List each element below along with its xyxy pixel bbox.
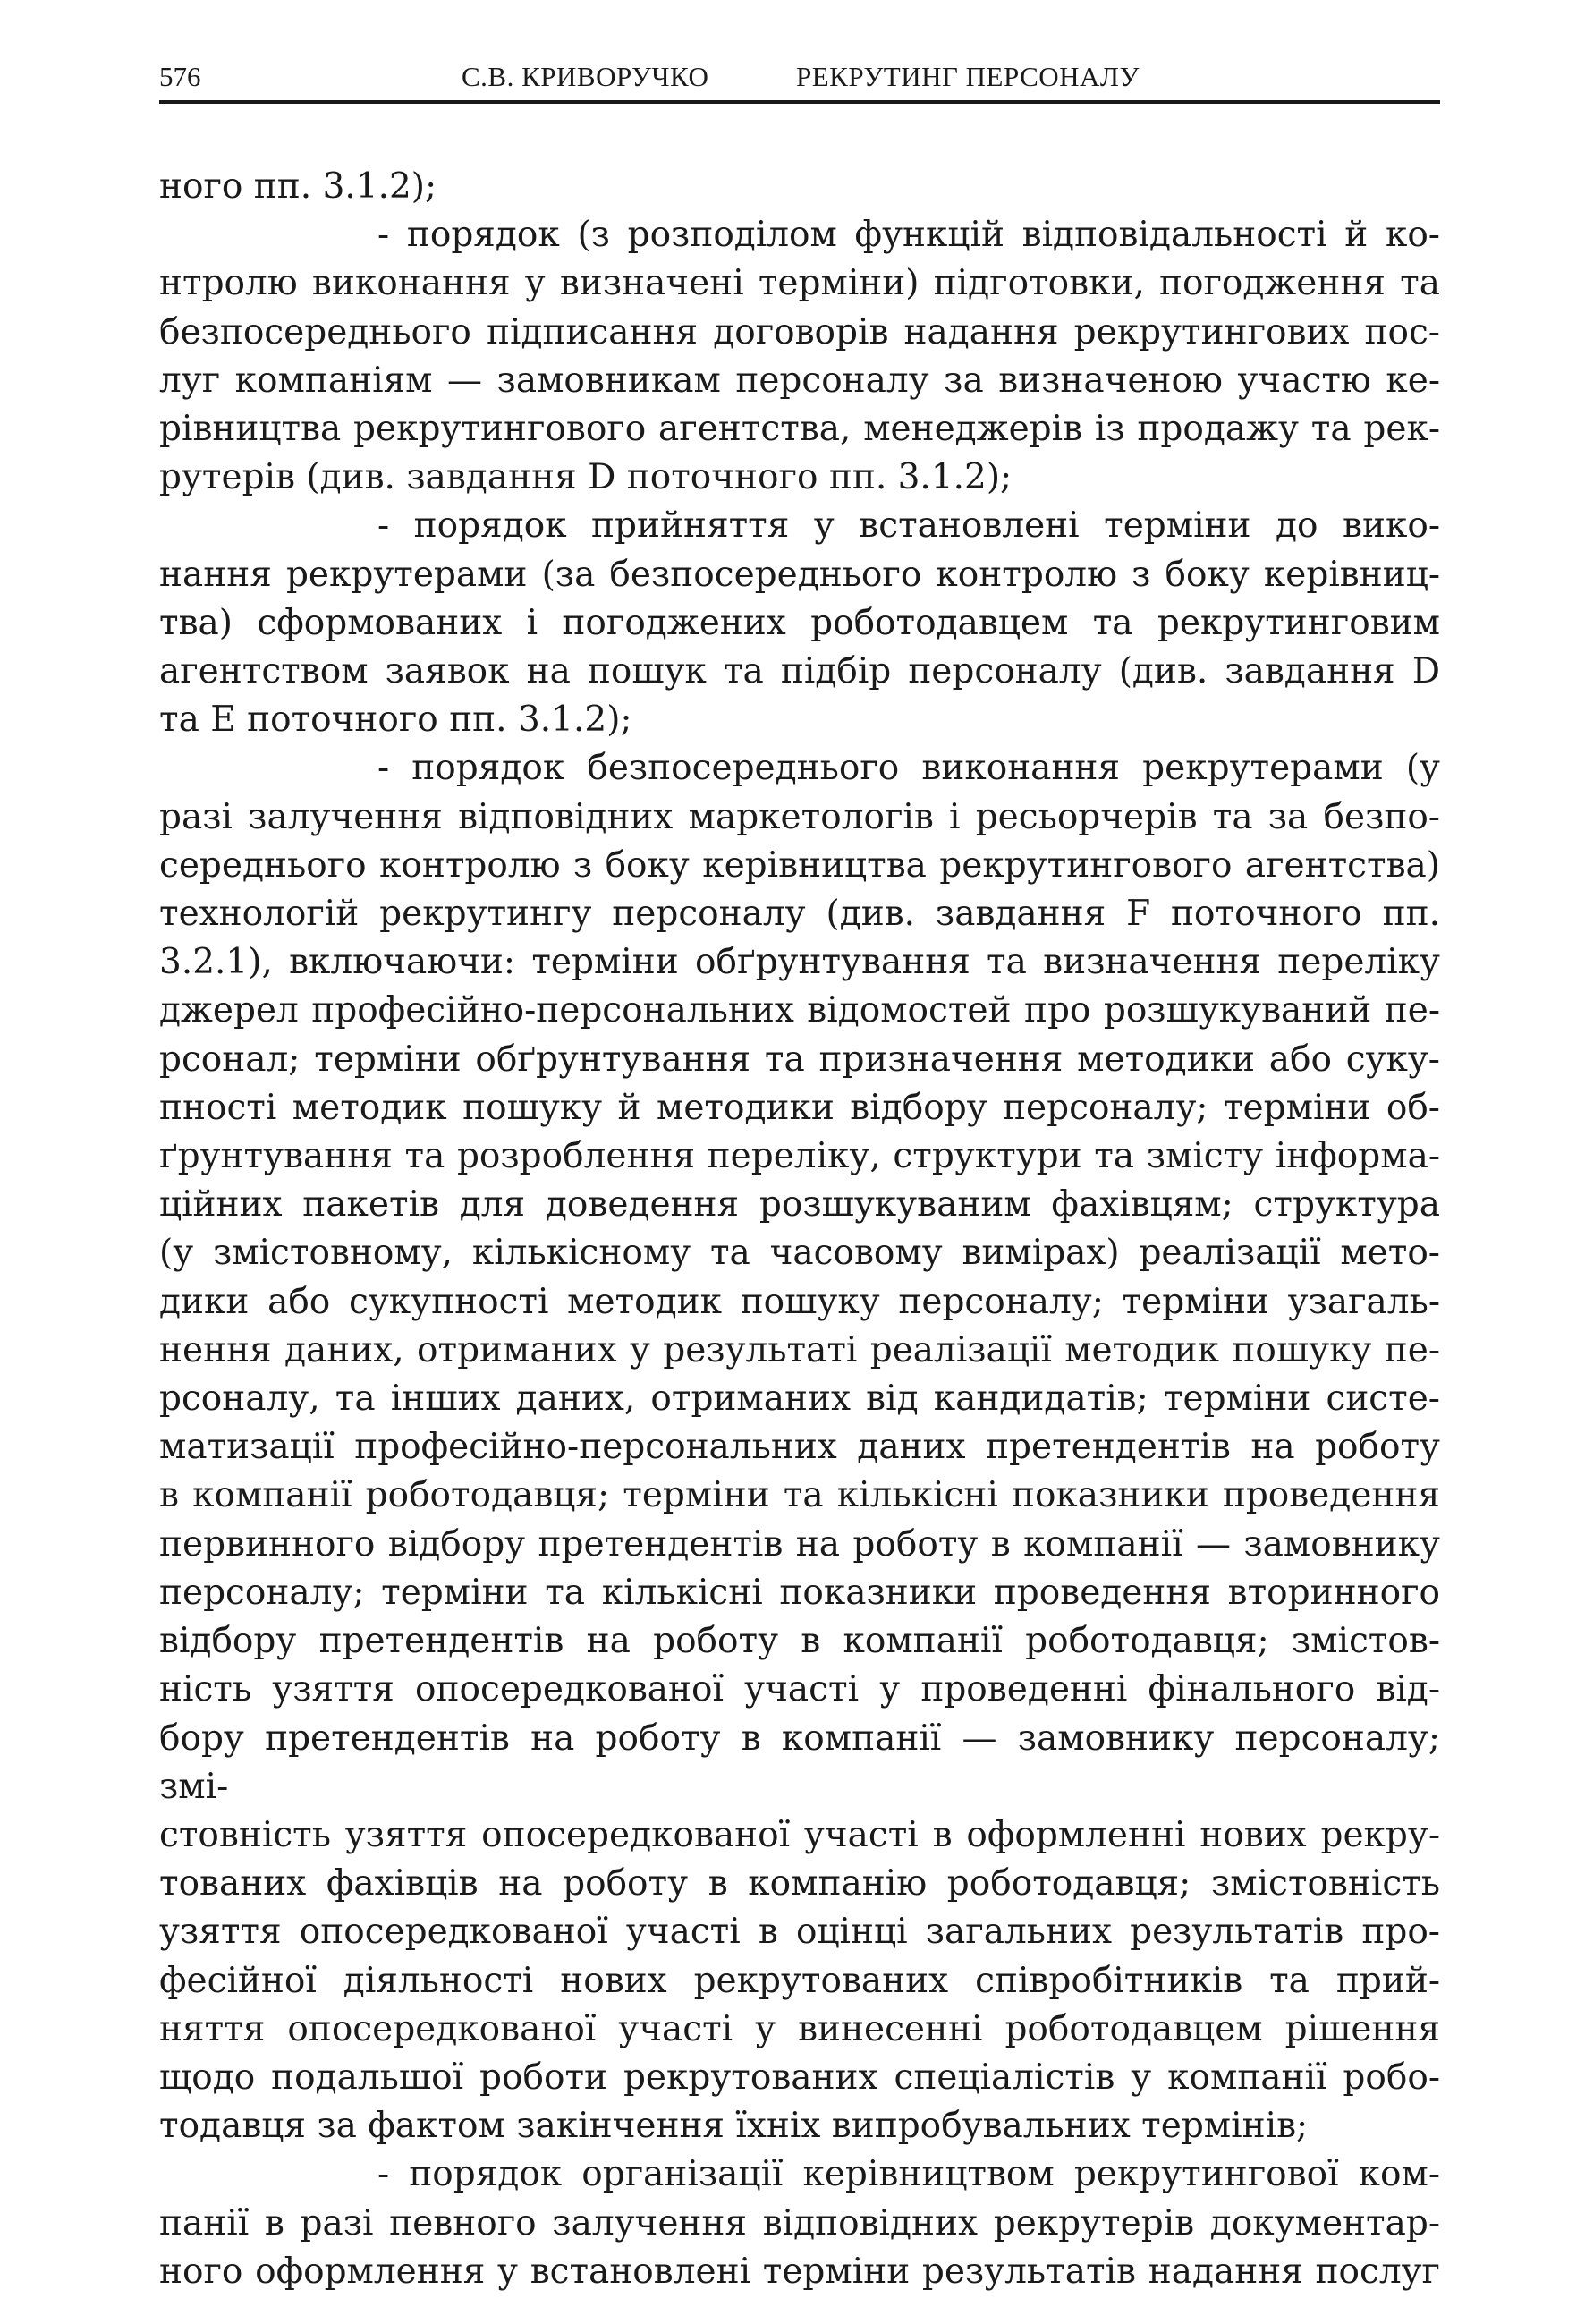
- bullet-item-line: - порядок (з розподілом функцій відповідальності й ко-: [377, 215, 1440, 256]
- text-line: луг компаніям — замовникам персоналу за визначеною участю ке-: [159, 360, 1440, 401]
- bullet-item-line: - порядок організації керівництвом рекрутингової ком-: [377, 2154, 1440, 2195]
- text-line: узяття опосередкованої участі в оцінці загальних результатів про-: [159, 1912, 1440, 1953]
- text-line: рсонал; терміни обґрунтування та призначення методики або суку-: [159, 1039, 1440, 1080]
- bullet-item-line: - порядок прийняття у встановлені терміни до вико-: [377, 505, 1440, 547]
- text-line: разі залучення відповідних маркетологів і ресьорчерів та за безпо-: [159, 796, 1440, 837]
- text-line: джерел професійно-персональних відомостей про розшукуваний пе-: [159, 990, 1440, 1031]
- text-line: матизації професійно-персональних даних претендентів на роботу: [159, 1427, 1440, 1468]
- header-author: С.В. КРИВОРУЧКО: [462, 61, 709, 92]
- text-line: няття опосередкованої участі у винесенні роботодавцем рішення: [159, 2008, 1440, 2049]
- text-line: середнього контролю з боку керівництва рекрутингового агентства): [159, 844, 1440, 886]
- text-line: відбору претендентів на роботу в компанії роботодавця; змістов-: [159, 1621, 1440, 1662]
- bullet-item-line: - порядок безпосереднього виконання рекрутерами (у: [377, 748, 1440, 789]
- text-line: фесійної діяльності нових рекрутованих співробітників та прий-: [159, 1960, 1440, 2001]
- text-line: в компанії роботодавця; терміни та кількісні показники проведення: [159, 1475, 1440, 1516]
- text-line: ного пп. 3.1.2);: [159, 166, 437, 207]
- text-line: ного оформлення у встановлені терміни результатів надання послуг: [159, 2251, 1440, 2292]
- page-body: [159, 163, 1440, 2296]
- text-line: рівництва рекрутингового агентства, менеджерів із продажу та рек-: [159, 409, 1440, 450]
- text-line: ційних пакетів для доведення розшукуваним фахівцям; структура: [159, 1184, 1440, 1226]
- text-line: нтролю виконання у визначені терміни) підготовки, погодження та: [159, 263, 1440, 304]
- text-line: рсоналу, та інших даних, отриманих від кандидатів; терміни систе-: [159, 1378, 1440, 1420]
- text-line: тва) сформованих і погоджених роботодавцем та рекрутинговим: [159, 602, 1440, 643]
- text-line: технологій рекрутингу персоналу (див. завдання F поточного пп.: [159, 894, 1440, 935]
- text-line: ґрунтування та розроблення переліку, структури та змісту інформа-: [159, 1136, 1440, 1177]
- text-line: 3.2.1), включаючи: терміни обґрунтування та визначення переліку: [159, 942, 1440, 983]
- text-line: рутерів (див. завдання D поточного пп. 3.1.2);: [159, 457, 1013, 498]
- text-line: нення даних, отриманих у результаті реалізації методик пошуку пе-: [159, 1329, 1440, 1370]
- text-line: стовність узяття опосередкованої участі в оформленні нових рекру-: [159, 1814, 1440, 1855]
- text-line: (у змістовному, кількісному та часовому вимірах) реалізації мето-: [159, 1233, 1440, 1274]
- text-line: безпосереднього підписання договорів надання рекрутингових пос-: [159, 311, 1440, 352]
- text-line: тованих фахівців на роботу в компанію роботодавця; змістовність: [159, 1863, 1440, 1904]
- text-line: щодо подальшої роботи рекрутованих спеціалістів у компанії робо-: [159, 2057, 1440, 2098]
- text-line: та E поточного пп. 3.1.2);: [159, 700, 632, 741]
- text-line: бору претендентів на роботу в компанії — замовнику персоналу; змі-: [159, 1718, 1440, 1807]
- text-line: панії в разі певного залучення відповідних рекрутерів документар-: [159, 2202, 1440, 2243]
- text-line: тодавця за фактом закінчення їхніх випробувальних термінів;: [159, 2106, 1309, 2147]
- page-number: 576: [159, 61, 201, 92]
- text-line: нання рекрутерами (за безпосереднього контролю з боку керівниц-: [159, 554, 1440, 595]
- text-line: ність узяття опосередкованої участі у проведенні фінального від-: [159, 1669, 1440, 1710]
- text-line: персоналу; терміни та кількісні показники проведення вторинного: [159, 1572, 1440, 1613]
- text-line: первинного відбору претендентів на роботу в компанії — замовнику: [159, 1523, 1440, 1565]
- header-title: РЕКРУТИНГ ПЕРСОНАЛУ: [796, 61, 1140, 92]
- text-line: агентством заявок на пошук та підбір персоналу (див. завдання D: [159, 651, 1440, 692]
- page-header: [159, 55, 1440, 104]
- text-line: дики або сукупності методик пошуку персоналу; терміни узагаль-: [159, 1281, 1440, 1322]
- text-line: пності методик пошуку й методики відбору персоналу; терміни об-: [159, 1087, 1440, 1128]
